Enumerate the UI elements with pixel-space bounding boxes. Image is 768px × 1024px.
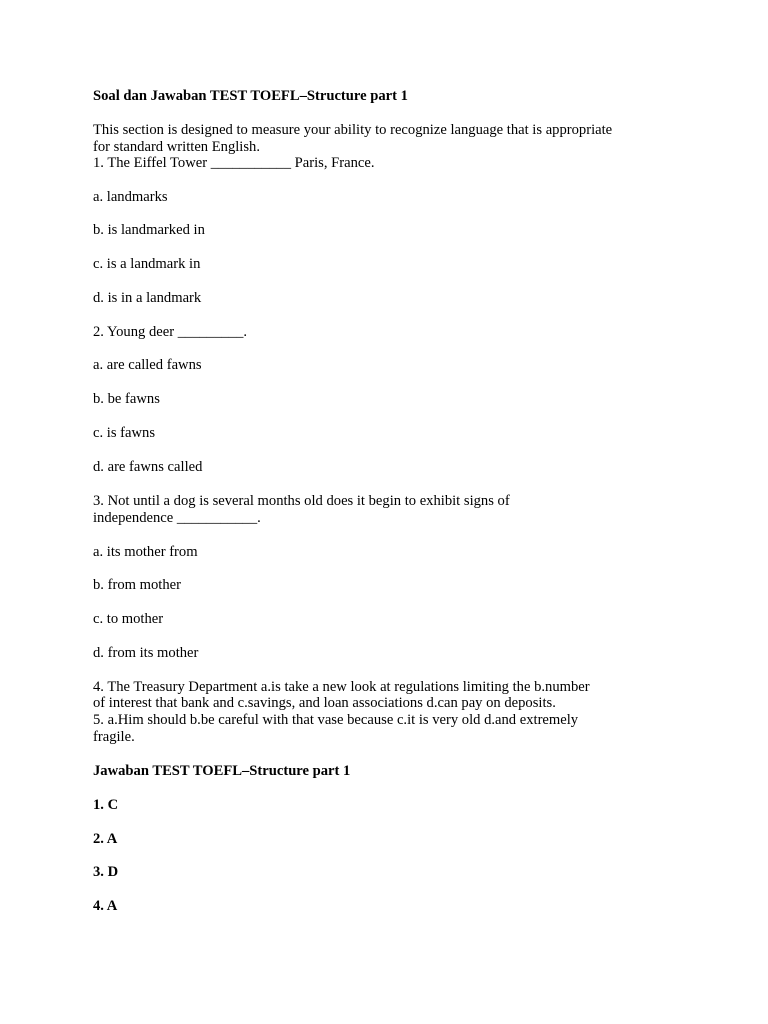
question-5-line-1: 5. a.Him should b.be careful with that vase because c.it is very old d.and extremely bbox=[93, 712, 579, 728]
question-1-option-c: c. is a landmark in bbox=[93, 256, 201, 272]
answer-4: 4. A bbox=[93, 898, 118, 914]
question-3-option-c: c. to mother bbox=[93, 611, 164, 627]
question-2-option-b: b. be fawns bbox=[93, 391, 160, 407]
question-1-option-a: a. landmarks bbox=[93, 189, 168, 205]
question-5-line-2: fragile. bbox=[93, 729, 135, 745]
question-1-option-d: d. is in a landmark bbox=[93, 290, 202, 306]
intro-text-line-2: for standard written English. bbox=[93, 139, 260, 155]
intro-text-line-1: This section is designed to measure your ability to recognize language that is appropriate bbox=[93, 122, 613, 138]
question-3-option-a: a. its mother from bbox=[93, 544, 198, 560]
answers-title: Jawaban TEST TOEFL–Structure part 1 bbox=[93, 763, 351, 779]
question-1-option-b: b. is landmarked in bbox=[93, 222, 205, 238]
question-2-option-a: a. are called fawns bbox=[93, 357, 202, 373]
question-4-line-1: 4. The Treasury Department a.is take a new look at regulations limiting the b.number bbox=[93, 679, 590, 695]
question-3-option-b: b. from mother bbox=[93, 577, 181, 593]
question-2-stem: 2. Young deer _________. bbox=[93, 324, 248, 340]
question-3-stem-line-2: independence ___________. bbox=[93, 510, 261, 526]
page-title: Soal dan Jawaban TEST TOEFL–Structure part 1 bbox=[93, 88, 408, 104]
question-2-option-d: d. are fawns called bbox=[93, 459, 203, 475]
answer-3: 3. D bbox=[93, 864, 119, 880]
question-3-option-d: d. from its mother bbox=[93, 645, 199, 661]
question-3-stem-line-1: 3. Not until a dog is several months old does it begin to exhibit signs of bbox=[93, 493, 510, 509]
question-2-option-c: c. is fawns bbox=[93, 425, 156, 441]
answer-1: 1. C bbox=[93, 797, 119, 813]
question-1-stem: 1. The Eiffel Tower ___________ Paris, France. bbox=[93, 155, 375, 171]
question-4-line-2: of interest that bank and c.savings, and loan associations d.can pay on deposits. bbox=[93, 695, 556, 711]
answer-2: 2. A bbox=[93, 831, 118, 847]
